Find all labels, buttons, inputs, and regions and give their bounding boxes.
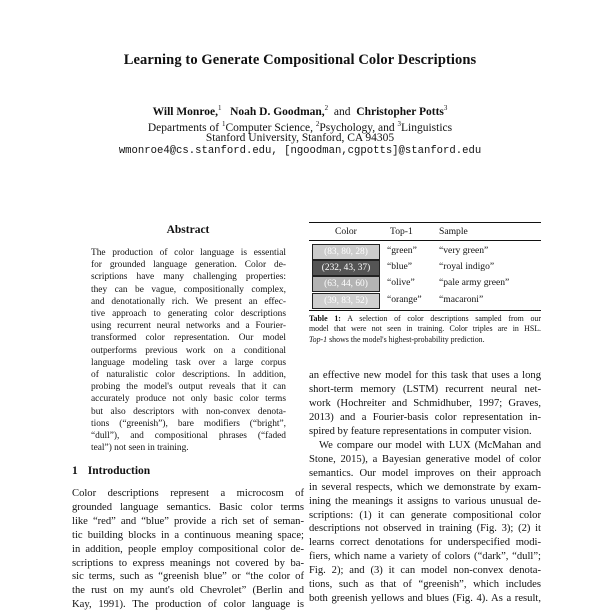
caption-line-3 bbox=[309, 335, 541, 345]
affil-dept-1: Computer Science, bbox=[225, 121, 316, 134]
sample-cell: “very green” bbox=[439, 245, 489, 256]
intro-line: scriptions to express meanings not covered by ba- bbox=[72, 557, 304, 569]
affiliation-university: Stanford University, Stanford, CA 94305 bbox=[205, 132, 395, 144]
paper-title: Learning to Generate Compositional Color Descriptions bbox=[123, 52, 477, 68]
intro-line: like “red” and “blue” provide a rich set of seman- bbox=[72, 515, 304, 527]
abstract-line: language modeling task over a large corpus bbox=[91, 357, 286, 368]
col2-para2-line: scriptions: (1) it can generate compositional color bbox=[309, 509, 541, 521]
col2-para2-line: tions, such as that of “greenish”, which includes bbox=[309, 579, 541, 591]
intro-line: sic terms, such as “greenish blue” or “the color of bbox=[72, 571, 304, 583]
abstract-line: transformed color representation. Our model bbox=[91, 333, 286, 344]
author-and: and bbox=[333, 105, 351, 118]
abstract-line: The production of color language is essential bbox=[91, 248, 286, 258]
sample-cell: “macaroni” bbox=[439, 293, 484, 305]
color-swatch: (83, 80, 28) bbox=[312, 244, 380, 260]
abstract-line: teal”) not seen in training. bbox=[91, 443, 189, 454]
col2-para1-line: spired by feature representations in computer vision. bbox=[309, 425, 532, 437]
col2-para1-line: work (Hochreiter and Schmidhuber, 1997; Graves, bbox=[309, 397, 541, 409]
top1-cell: “olive” bbox=[387, 277, 415, 289]
intro-line: grounded language semantics. Basic color terms bbox=[72, 501, 304, 513]
col2-para2-line: semantics. Our model improves on their approach bbox=[309, 467, 541, 479]
color-swatch: (63, 44, 60) bbox=[312, 276, 380, 292]
col2-para2-line: fiers, which name a variety of colors (“dark”, “dull”; bbox=[309, 551, 541, 563]
top1-cell: “orange” bbox=[387, 293, 422, 305]
table-bottom-rule bbox=[309, 310, 541, 311]
abstract-line: accurately produce not only basic color terms bbox=[91, 394, 286, 405]
abstract-line: of naturalistic color descriptions. In addition, bbox=[91, 370, 286, 381]
col2-para2-line: Stone, 2015), a Bayesian generative model of color bbox=[309, 453, 541, 465]
col2-para1-line: short-term memory (LSTM) recurrent neural net- bbox=[309, 383, 541, 395]
col2-para2-line: ining the meanings it assigns to various unusual de- bbox=[309, 495, 541, 507]
table-top-rule bbox=[309, 222, 541, 223]
affil-sup-2: 2 bbox=[315, 120, 320, 128]
caption-line-1 bbox=[309, 314, 541, 324]
affil-sup-3: 3 bbox=[397, 120, 401, 128]
abstract-line: tions (“greenish”), bare modifiers (“bright”, bbox=[91, 418, 286, 429]
abstract-line: scriptions have many challenging properties: bbox=[91, 272, 286, 283]
affil-sup-1: 1 bbox=[221, 120, 226, 128]
caption-label: Table 1: bbox=[309, 314, 341, 323]
top1-cell: “green” bbox=[387, 245, 417, 256]
col2-para2-line: in several respects, which we demonstrate by exam- bbox=[309, 481, 541, 493]
caption-top1-term: Top-1 bbox=[309, 334, 328, 344]
intro-line: Color descriptions represent a microcosm of bbox=[72, 488, 304, 499]
col2-para1-line: an effective new model for this task that uses a long bbox=[309, 370, 541, 381]
col2-para2-line: We compare our model with LUX (McMahan and bbox=[319, 440, 541, 451]
abstract-line: they can be vague, compositionally complex, bbox=[91, 284, 286, 295]
col2-para2-line: descriptions not observed in training (Fig. 3); (2) it bbox=[309, 523, 541, 535]
author-emails: wmonroe4@cs.stanford.edu, [ngoodman,cgpotts]@stanford.edu bbox=[118, 145, 482, 157]
table-1-caption bbox=[309, 314, 541, 345]
col2-para2-line: Fig. 2); and (3) it can model non-convex denota- bbox=[309, 565, 541, 577]
col2-para1-line: 2013) and a Fourier-basis color representation in- bbox=[309, 411, 541, 423]
col2-para2-line: both greenish yellows and blues (Fig. 4). As a result, bbox=[309, 592, 541, 604]
color-swatch: (232, 43, 37) bbox=[312, 260, 380, 276]
author-1: Will Monroe, bbox=[152, 105, 218, 118]
section-heading-introduction bbox=[72, 465, 160, 477]
table-mid-rule bbox=[309, 240, 541, 241]
intro-line: Kay, 1991). The production of color language is bbox=[72, 599, 304, 611]
abstract-line: but also descriptors with non-convex denota- bbox=[91, 406, 286, 417]
abstract-line: for grounded language generation. Color de- bbox=[91, 260, 286, 271]
author-3-sup: 3 bbox=[443, 104, 448, 112]
affil-dept-3: Linguistics bbox=[401, 121, 453, 134]
table-header-top1: Top-1 bbox=[390, 226, 413, 237]
abstract-heading: Abstract bbox=[166, 224, 210, 236]
intro-line: in addition, people employ compositional color de- bbox=[72, 543, 304, 555]
section-title: Introduction bbox=[87, 465, 151, 477]
col2-para2-line: learns correct denotations for underspecified modi- bbox=[309, 537, 541, 549]
abstract-body bbox=[91, 247, 286, 454]
abstract-line: probing the model's output reveals that it can bbox=[91, 382, 286, 393]
sample-cell: “royal indigo” bbox=[439, 261, 495, 273]
abstract-line: “dull”), and compositional phrases (“faded bbox=[91, 431, 286, 442]
abstract-line: tive approach to generating color descriptions bbox=[91, 309, 286, 320]
caption-text-3: shows the model's highest-probability prediction. bbox=[327, 334, 485, 344]
color-swatch: (39, 83, 52) bbox=[312, 293, 380, 309]
table-header-sample: Sample bbox=[439, 226, 468, 237]
affil-prefix: Departments of bbox=[147, 121, 222, 134]
caption-line-2: model that were not seen in training. Color triples are in HSL. bbox=[309, 324, 541, 334]
sample-cell: “pale army green” bbox=[439, 277, 510, 289]
abstract-line: and denotationally rich. We present an effec- bbox=[91, 296, 286, 307]
top1-cell: “blue” bbox=[387, 261, 413, 273]
author-3: Christopher Potts bbox=[356, 105, 444, 118]
author-2: Noah D. Goodman, bbox=[230, 105, 325, 118]
introduction-body bbox=[72, 487, 304, 612]
table-header-color: Color bbox=[335, 226, 357, 237]
column-2-paragraph-1 bbox=[309, 369, 541, 439]
abstract-line: outperforms previous work on a conditional bbox=[91, 345, 286, 356]
column-2-paragraph-2 bbox=[309, 439, 541, 606]
intro-line: the rust on my aunt's old Chevrolet” (Berlin and bbox=[72, 585, 304, 597]
caption-text-1: A selection of color descriptions sampled from our bbox=[347, 314, 541, 323]
author-1-sup: 1 bbox=[217, 104, 222, 112]
affil-dept-2: Psychology, and bbox=[319, 121, 398, 134]
section-number: 1 bbox=[72, 465, 78, 477]
abstract-line: using recurrent neural networks and a Fourier- bbox=[91, 321, 286, 332]
author-2-sup: 2 bbox=[324, 104, 329, 112]
intro-line: tic building blocks in a continuous meaning space; bbox=[72, 529, 304, 541]
